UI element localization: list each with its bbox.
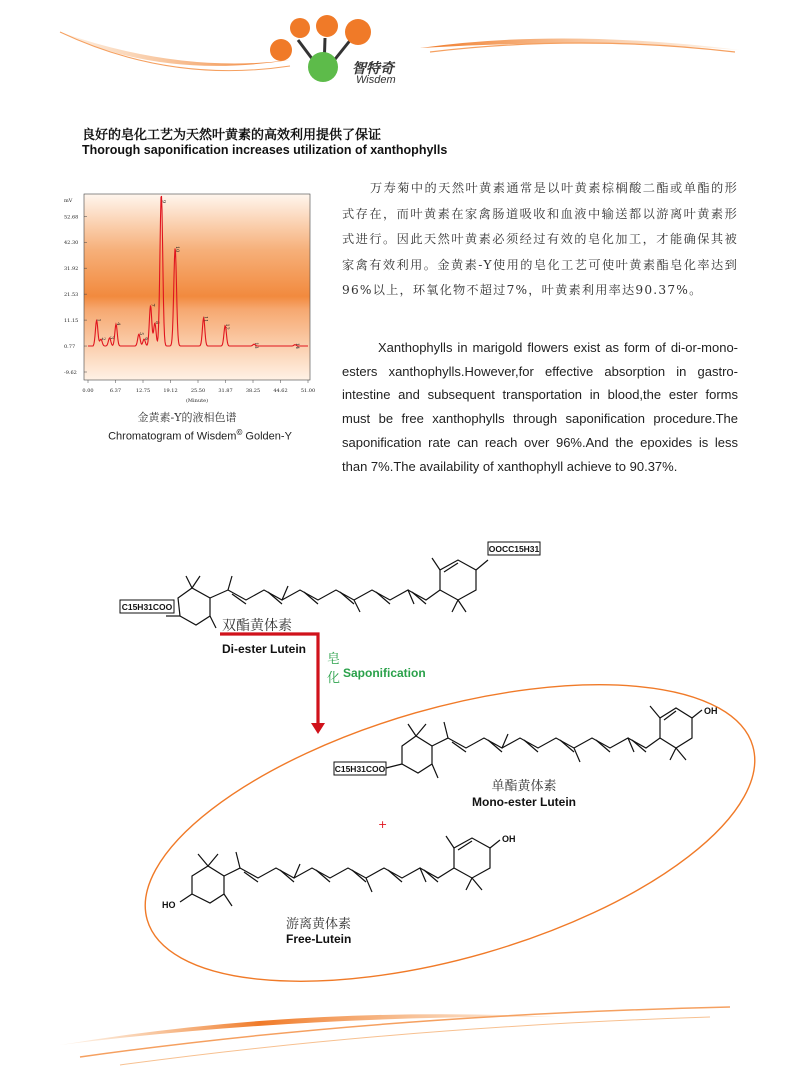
x-tick-label: 38.25 [245, 388, 261, 394]
paragraph-en: Xanthophylls in marigold flowers exist as form of di-or-mono-esters xanthophylls.However,for effective absorption in gastro-intestine and subsequent transportation in blood,the ester forms must be free xanthophylls through saponification procedure.The saponification rate can reach over 96%.And the epoxides is less than 7%.The availability of xanthophyll achieve to 90.37%. [342, 340, 738, 474]
y-tick-label: -9.62 [64, 370, 77, 376]
heading-en: Thorough saponification increases utilization of xanthophylls [82, 143, 448, 157]
svg-text:C15H31COO: C15H31COO [121, 602, 173, 612]
plot-background [84, 194, 310, 380]
x-tick-label: 31.87 [218, 388, 233, 394]
y-tick-label: 21.53 [64, 292, 79, 299]
footer-decoration [0, 995, 794, 1078]
peak-label: 5 [137, 332, 144, 336]
mono-ester-oh: OH [704, 706, 718, 716]
di-ester-box-right [488, 542, 540, 555]
heading-cn: 良好的皂化工艺为天然叶黄素的高效利用提供了保证 [82, 128, 382, 143]
saponification-cn-2: 化 [327, 671, 341, 686]
paragraph-cn: 万寿菊中的天然叶黄素通常是以叶黄素棕榈酸二酯或单酯的形式存在，而叶黄素在家禽肠道吸收和血液中输送都以游离叶黄素形式进行。因此天然叶黄素必须经过有效的皂化加工，才能确保其被家禽有效利用。金黄素-Y使用的皂化工艺可使叶黄素酯皂化率达到96%以上，环氧化物不超过7%，叶黄素利用率达90.37%。 [342, 181, 738, 297]
chromatogram-caption-cn: 金黄素-Y的液相色谱 [137, 411, 237, 424]
x-tick-label: 44.62 [273, 388, 288, 394]
peak-label: 2 [99, 337, 106, 341]
y-tick-label: 52.68 [64, 214, 79, 221]
left-swoosh [60, 32, 290, 66]
left-swoosh-2 [60, 32, 290, 71]
free-lutein-ho: HO [162, 900, 176, 910]
di-ester-structure [166, 558, 488, 628]
svg-text:OOCC15H31: OOCC15H31 [488, 544, 540, 554]
peak-label: 8 [153, 320, 160, 325]
x-tick-label: 19.12 [163, 388, 178, 394]
svg-text:C15H31COO: C15H31COO [334, 764, 386, 774]
di-ester-label-en: Di-ester Lutein [222, 642, 307, 656]
y-tick-label: 31.92 [64, 266, 79, 273]
logo-text-cn: 智特奇 [352, 61, 394, 77]
free-lutein-structure [180, 836, 500, 906]
mono-ester-label-cn: 单酯黄体素 [491, 779, 557, 794]
peak-label: 3 [108, 335, 115, 340]
mono-ester-structure [386, 706, 702, 778]
peak-label: 12 [224, 323, 231, 330]
peak-label: 14 [294, 342, 301, 350]
peak-label: 7 [149, 303, 156, 307]
chromatogram-chart [62, 186, 320, 408]
peak-label: 4 [115, 322, 122, 326]
x-tick-label: 12.75 [135, 388, 151, 394]
di-ester-box-left [120, 600, 174, 613]
free-lutein-oh: OH [502, 834, 516, 844]
y-tick-label: 11.15 [64, 318, 79, 325]
logo-text-en: Wisdem [356, 74, 396, 86]
y-axis-label: mV [64, 198, 73, 204]
chromatogram-caption-en: Chromatogram of Wisdem© Golden-Y [108, 428, 292, 443]
peak-label: 10 [174, 245, 181, 253]
saponification-en: Saponification [343, 666, 426, 680]
x-tick-label: 6.37 [109, 388, 122, 394]
mono-ester-box [334, 762, 386, 775]
reaction-diagram [0, 520, 794, 990]
saponification-cn-1: 皂 [327, 652, 341, 667]
peak-label: 11 [202, 315, 209, 323]
peak-label: 13 [253, 342, 260, 349]
y-tick-label: 42.30 [64, 240, 79, 247]
plus-sign: + [378, 818, 388, 831]
free-lutein-label-en: Free-Lutein [286, 932, 352, 946]
peak-label: 6 [143, 337, 150, 341]
x-tick-label: 0.00 [82, 388, 94, 394]
free-lutein-label-cn: 游离黄体素 [286, 917, 352, 932]
di-ester-label-cn: 双酯黄体素 [222, 618, 292, 634]
header-decoration [0, 0, 794, 110]
peak-label: 1 [95, 318, 102, 322]
bottom-swoosh-1 [60, 1014, 560, 1045]
x-axis-label: (Minute) [185, 398, 209, 404]
y-tick-label: 0.77 [64, 344, 76, 351]
products-ellipse [113, 626, 788, 990]
mono-ester-label-en: Mono-ester Lutein [472, 795, 576, 809]
x-tick-label: 51.00 [300, 388, 316, 394]
peak-label: 9 [160, 200, 167, 204]
x-tick-label: 25.50 [190, 388, 206, 394]
